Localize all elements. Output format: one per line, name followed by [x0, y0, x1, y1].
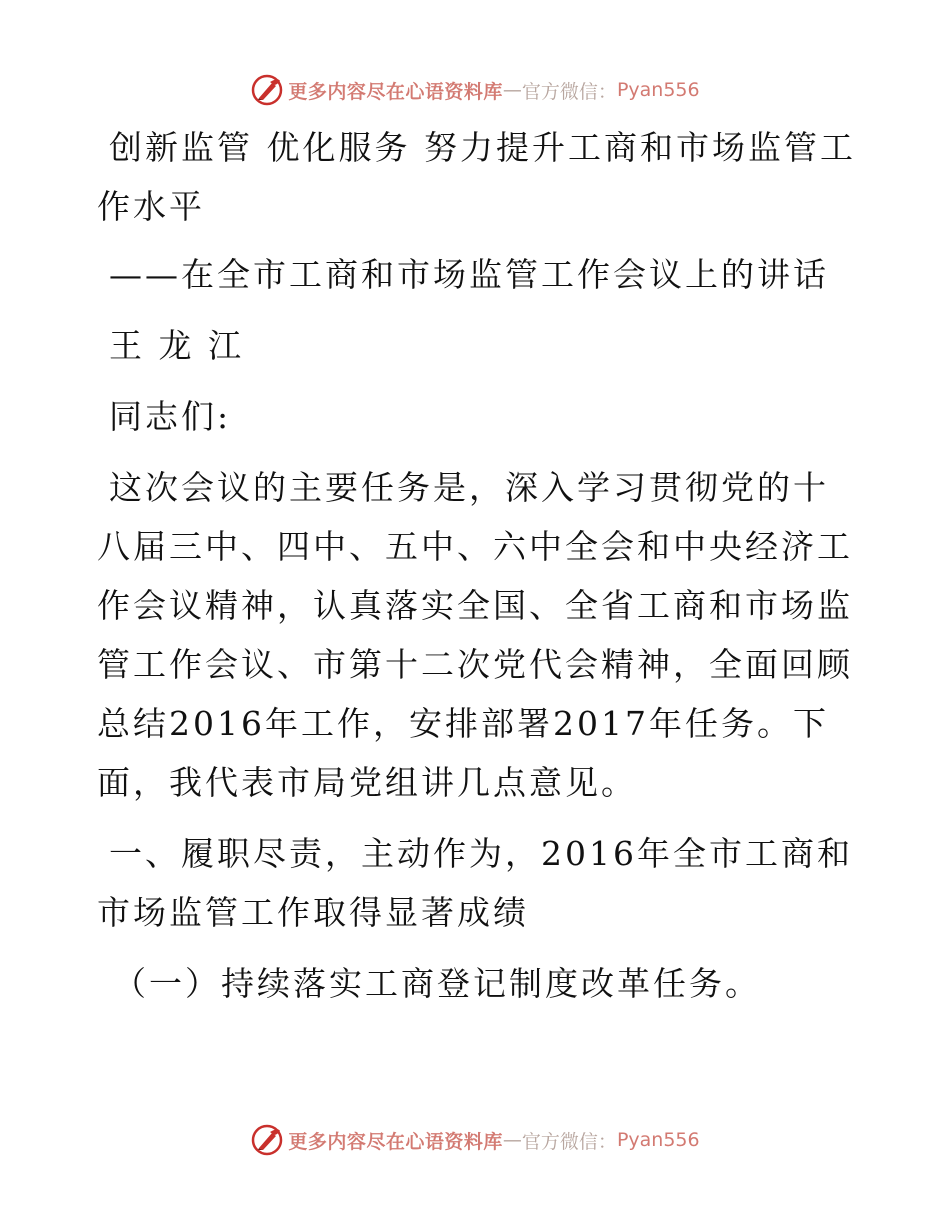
document-greeting: 同志们: — [109, 397, 232, 436]
watermark-label: 官方微信： — [521, 80, 617, 103]
watermark-label: 官方微信： — [521, 1130, 617, 1153]
section-heading: 一、履职尽责，主动作为，2016年全市工商和市场监管工作取得显著成绩 — [97, 834, 853, 932]
document-subtitle: ——在全市工商和市场监管工作会议上的讲话 — [109, 255, 829, 294]
watermark-separator: — — [502, 79, 522, 101]
watermark-brand: 更多内容尽在心语资料库 — [288, 1130, 503, 1153]
document-intro-paragraph: 这次会议的主要任务是，深入学习贯彻党的十八届三中、四中、五中、六中全会和中央经济工作会议精神，认真落实全国、全省工商和市场监管工作会议、市第十二次党代会精神，全面回顾总结2016年工作，安排部署2017年任务。下面，我代表市局党组讲几点意见。 — [97, 468, 853, 802]
quill-pen-logo-icon — [250, 73, 284, 107]
subsection-heading: （一）持续落实工商登记制度改革任务。 — [113, 964, 761, 1003]
watermark-brand: 更多内容尽在心语资料库 — [288, 80, 503, 103]
watermark-account: Pyan556 — [616, 1129, 700, 1151]
watermark-footer — [0, 1120, 950, 1160]
quill-pen-logo-icon — [250, 1123, 284, 1157]
document-title: 创新监管 优化服务 努力提升工商和市场监管工作水平 — [97, 128, 856, 226]
watermark-header — [0, 70, 950, 110]
watermark-separator: — — [502, 1129, 522, 1151]
document-author: 王 龙 江 — [109, 326, 244, 365]
watermark-account: Pyan556 — [616, 79, 700, 101]
document-body — [97, 118, 857, 1013]
